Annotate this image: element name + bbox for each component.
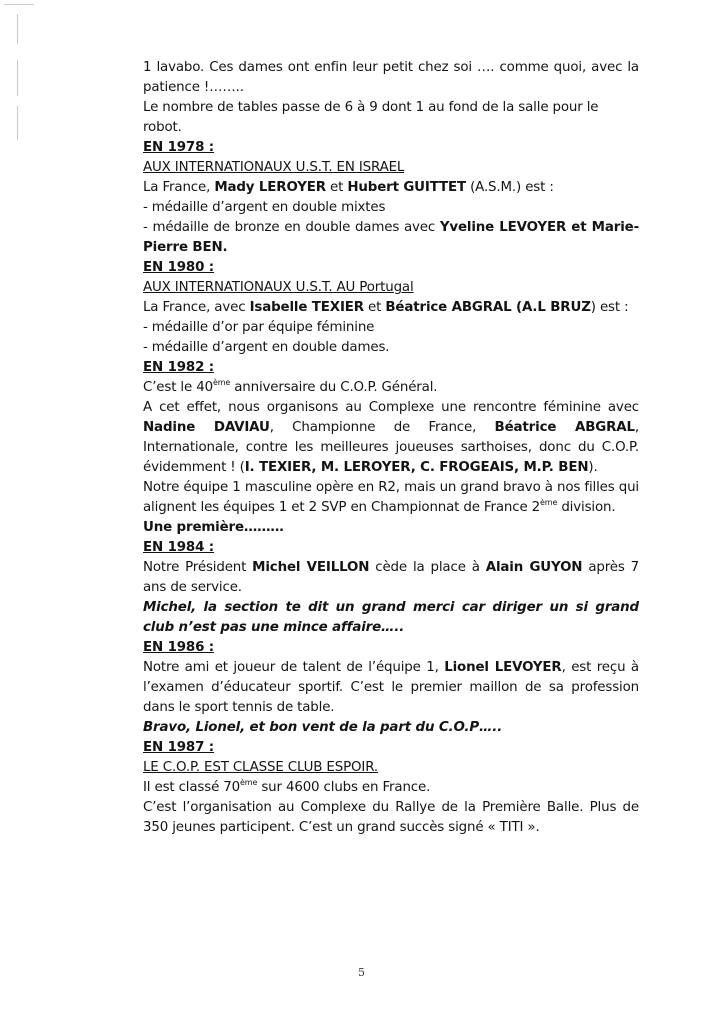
paragraph-1986-1: Notre ami et joueur de talent de l’équipe 1, Lionel LEVOYER, est reçu à l’examen d’éducateur sportif. C’est le premier maillon de sa profession dans le sport tennis de table. <box>143 660 639 715</box>
paragraph-1982-3: Notre équipe 1 masculine opère en R2, mais un grand bravo à nos filles qui alignent les équipes 1 et 2 SVP en Championnat de France 2ème division. <box>143 480 639 515</box>
list-item-1980-2: - médaille d’argent en double dames. <box>143 340 390 355</box>
scan-artifact-top <box>4 4 34 5</box>
scan-artifact-2 <box>17 60 18 96</box>
list-item-1978-1: - médaille d’argent en double mixtes <box>143 200 386 215</box>
heading-1987: EN 1987 : <box>143 740 214 755</box>
paragraph-1984-1: Notre Président Michel VEILLON cède la place à Alain GUYON après 7 ans de service. <box>143 560 640 595</box>
intro-line-2: Le nombre de tables passe de 6 à 9 dont 1 au fond de la salle pour le robot. <box>143 100 599 135</box>
section-1986 <box>143 638 639 738</box>
section-1980 <box>143 258 639 358</box>
subheading-1987: LE C.O.P. EST CLASSE CLUB ESPOIR. <box>143 760 378 775</box>
intro-line-1: 1 lavabo. Ces dames ont enfin leur petit chez soi …. comme quoi, avec la patience !…….. <box>143 60 639 95</box>
document-page <box>143 58 639 838</box>
section-1987 <box>143 738 639 838</box>
paragraph-1982-4: Une première……… <box>143 520 284 535</box>
paragraph-1982-2: A cet effet, nous organisons au Complexe une rencontre féminine avec Nadine DAVIAU, Championne de France, Béatrice ABGRAL, Internationale, contre les meilleures joueuses sarthoises, donc du C.O.P. évidemment ! (I. TEXIER, M. LEROYER, C. FROGEAIS, M.P. BEN). <box>143 400 640 475</box>
section-1978 <box>143 138 639 258</box>
paragraph-1980: La France, avec Isabelle TEXIER et Béatrice ABGRAL (A.L BRUZ) est : <box>143 300 629 315</box>
list-item-1980-1: - médaille d’or par équipe féminine <box>143 320 375 335</box>
paragraph-1978: La France, Mady LEROYER et Hubert GUITTET (A.S.M.) est : <box>143 180 554 195</box>
paragraph-1987-2: C’est l’organisation au Complexe du Rallye de la Première Balle. Plus de 350 jeunes participent. C’est un grand succès signé « TITI ». <box>143 800 639 835</box>
section-1984 <box>143 538 639 638</box>
paragraph-1984-2: Michel, la section te dit un grand merci car diriger un si grand club n’est pas une mince affaire….. <box>143 600 639 635</box>
paragraph-1982-1: C’est le 40ème anniversaire du C.O.P. Général. <box>143 378 438 395</box>
paragraph-1987-1: Il est classé 70ème sur 4600 clubs en France. <box>143 778 431 795</box>
heading-1980: EN 1980 : <box>143 260 214 275</box>
intro-section <box>143 58 639 138</box>
heading-1986: EN 1986 : <box>143 640 214 655</box>
page-number: 5 <box>358 966 365 979</box>
section-1982 <box>143 358 639 538</box>
subheading-1978: AUX INTERNATIONAUX U.S.T. EN ISRAEL <box>143 160 405 175</box>
paragraph-1986-2: Bravo, Lionel, et bon vent de la part du C.O.P….. <box>143 720 503 735</box>
heading-1978: EN 1978 : <box>143 140 214 155</box>
scan-artifact-3 <box>17 106 18 140</box>
scan-artifact-1 <box>17 14 18 44</box>
heading-1984: EN 1984 : <box>143 540 214 555</box>
heading-1982: EN 1982 : <box>143 360 214 375</box>
list-item-1978-2: - médaille de bronze en double dames avec Yveline LEVOYER et Marie-Pierre BEN. <box>143 220 639 255</box>
subheading-1980: AUX INTERNATIONAUX U.S.T. AU Portugal <box>143 280 414 295</box>
